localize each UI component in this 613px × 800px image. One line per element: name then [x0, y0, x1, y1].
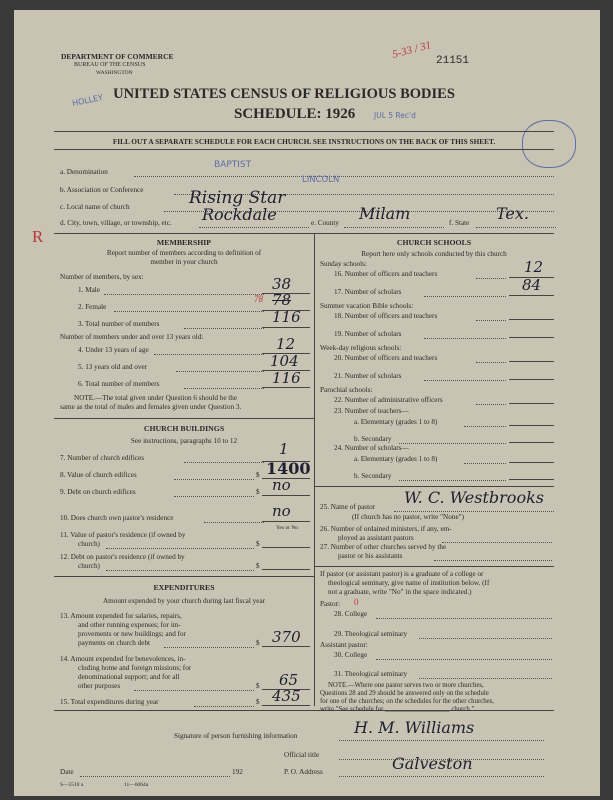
q1-value: 38	[272, 275, 292, 293]
census-schedule-page: DEPARTMENT OF COMMERCE BUREAU OF THE CENSUS WASHINGTON 5-33 / 31 21151 HOLLEY UNITED STATES CENSUS OF RELIGIOUS BODIES SCHEDULE: 1926 JUL 5 Rec'd FILL OUT A SEPARATE SCHEDULE FOR EACH CHURCH. SEE INSTRUCTIONS ON THE BACK OF THIS SHEET. a. Denomination BAPTIST b. Association or Conference LINCOLN c. Local name of church Rising Star R d. City, town, village, or township, etc. Rockdale e. County Milam f. State Tex. MEMBERSHIP Report number of members according to definition of member in your church Number of members, by sex: 1. Male 38 2. Female 78 78 3. Total number of members 116 Number of members under and over 13 years old: 4. Under 13 years of age 12 5. 13 years old and over 104 6. Total number of members 116 NOTE.—The total given under Question 6 should be the same as the total of males and females given under Question 3. CHURCH BUILDINGS See instructions, paragraphs 10 to 12 7. Number of church edifices 1 8. Value of church edifices $ 1400 9. Debt on church edifices $ no 10. Does church own pastor's residence no Yes or No 11. Value of pastor's residence (if owned by church) $ 12. Debt on pastor's residence (if owned by church) $ EXPENDITURES Amount expended by your church during last fiscal year 13. Amount expended for salaries, repairs, and other running expenses; for im- provements or new buildings; and for payments on church debt $ 370 14. Amount expended for benevolences, in- cluding home and foreign missions; for denominational support; and for all other purposes $ 65 15. Total expenditures during year $ 435 CHURCH SCHOOLS Report here only schools conducted by this church Sunday schools: 16. Number of officers and teachers 12 17. Number of scholars 84 Summer vacation Bible schools: 18. Number of officers and teachers 19. Number of scholars Week-day religious schools: 20. Number of officers and teachers 21. Number of scholars Parochial schools: 22. Number of administrative officers 23. Number of teachers— a. Elementary (grades 1 to 8) b. Secondary 24. Number of scholars— a. Elementary (grades 1 to 8) b. Secondary 25. Name of pastor W. C. Westbrooks (If church has no pastor, write "None") 26. Number of ordained ministers, if any, em- ployed as assistant pastors 27. Number of other churches served by the pastor or his assistants If pastor (or assistant pastor) is a graduate of a college or theological seminary, give name of institution below. (If not a graduate, write "No" in the space indicated.) Pastor: 0 28. College 29. Theological seminary Assistant pastor: 30. College 31. Theological seminary NOTE.—Where one pastor serves two or more churches, Questions 28 and 29 should be answered only on the schedule for one of the churches; on the schedules for the other churches, write "See schedule for ___________________ church." Signature of person furnishing information H. M. Williams Official title Date 192 P. O. Address Galveston S—5518 a 11—6064a	[14, 10, 600, 796]
q5-label: 5. 13 years old and over	[78, 363, 148, 371]
q26-label-1: 26. Number of ordained ministers, if any, em-	[320, 525, 452, 533]
q21-label: 21. Number of scholars	[334, 372, 402, 380]
q3-value: 116	[272, 308, 301, 326]
signature-label: Signature of person furnishing information	[174, 732, 298, 740]
pastor-note-1: NOTE.—Where one pastor serves two or more churches,	[328, 682, 484, 689]
q18-label: 18. Number of officers and teachers	[334, 312, 438, 320]
q8-value: 1400	[266, 459, 311, 478]
city-value: Rockdale	[202, 205, 277, 224]
expenditures-heading: EXPENDITURES	[153, 583, 215, 592]
q2-red-value: 78	[254, 294, 263, 304]
form-code: S—5518 a	[60, 782, 84, 788]
q17-label: 17. Number of scholars	[334, 288, 402, 296]
red-note: 5-33 / 31	[390, 39, 433, 61]
members-by-sex: Number of members, by sex:	[60, 273, 144, 281]
signature-value: H. M. Williams	[354, 718, 475, 737]
county-label: e. County	[311, 219, 339, 227]
q22-label: 22. Number of administrative officers	[334, 396, 443, 404]
membership-intro-1: Report number of members according to definition of	[106, 249, 262, 257]
q3-label: 3. Total number of members	[78, 320, 160, 328]
q16-value: 12	[524, 258, 544, 276]
q24-label: 24. Number of scholars—	[334, 444, 409, 452]
bureau-name: BUREAU OF THE CENSUS	[74, 62, 146, 68]
q15-label: 15. Total expenditures during year	[60, 698, 159, 706]
association-label: b. Association or Conference	[60, 186, 144, 194]
buildings-heading: CHURCH BUILDINGS	[143, 424, 225, 433]
schedule-number: 21151	[436, 55, 470, 67]
print-code: 11—6064a	[124, 782, 149, 788]
sunday-schools: Sunday schools:	[320, 260, 367, 268]
q25-label: 25. Name of pastor	[320, 503, 376, 511]
q23b-label: b. Secondary	[354, 435, 392, 443]
q9-value: no	[272, 476, 291, 494]
received-stamp: JUL 5 Rec'd	[374, 111, 416, 120]
county-value: Milam	[359, 204, 411, 223]
q8-label: 8. Value of church edifices	[60, 471, 137, 479]
official-title-label: Official title	[284, 751, 320, 759]
q6-value: 116	[272, 369, 301, 387]
membership-heading: MEMBERSHIP	[156, 238, 212, 247]
q11-label-1: 11. Value of pastor's residence (if owned by	[60, 531, 186, 539]
q13-label-1: 13. Amount expended for salaries, repairs,	[60, 612, 182, 620]
pastor-red-mark: 0	[354, 597, 359, 607]
membership-note-2: same as the total of males and females given under Question 3.	[60, 403, 242, 411]
yes-no-caption: Yes or No	[276, 525, 299, 531]
q1-label: 1. Male	[78, 286, 100, 294]
membership-intro-2: member in your church	[150, 258, 218, 266]
q13-label-2: and other running expenses; for im-	[78, 621, 181, 629]
q4-label: 4. Under 13 years of age	[78, 346, 149, 354]
pastor-note-2: Questions 28 and 29 should be answered only on the schedule	[320, 690, 489, 697]
denomination-label: a. Denomination	[60, 168, 108, 176]
q25-note: (If church has no pastor, write "None")	[352, 513, 464, 521]
date-year: 192	[232, 768, 243, 776]
schools-intro: Report here only schools conducted by this church	[361, 250, 507, 258]
schedule-year: SCHEDULE: 1926	[234, 106, 356, 122]
grad-note-1: If pastor (or assistant pastor) is a graduate of a college or	[320, 570, 484, 578]
denomination-value: BAPTIST	[214, 160, 252, 170]
q14-value: 65	[279, 671, 299, 689]
state-label: f. State	[449, 219, 470, 227]
q7-label: 7. Number of church edifices	[60, 454, 145, 462]
q7-value: 1	[279, 440, 289, 458]
q19-label: 19. Number of scholars	[334, 330, 402, 338]
q4-value: 12	[276, 335, 296, 353]
summer-schools: Summer vacation Bible schools:	[320, 302, 414, 310]
q14-label-3: denominational support; and for all	[78, 673, 180, 681]
buildings-intro: See instructions, paragraphs 10 to 12	[130, 437, 238, 445]
q13-label-3: provements or new buildings; and for	[78, 630, 186, 638]
schools-heading: CHURCH SCHOOLS	[396, 238, 472, 247]
q27-label-1: 27. Number of other churches served by the	[320, 543, 447, 551]
form-title: UNITED STATES CENSUS OF RELIGIOUS BODIES	[113, 86, 455, 102]
department-name: DEPARTMENT OF COMMERCE	[61, 52, 174, 61]
q30-label: 30. College	[334, 651, 368, 659]
q12-label-1: 12. Debt on pastor's residence (if owned by	[60, 553, 185, 561]
address-value: Galveston	[392, 754, 473, 773]
q23a-label: a. Elementary (grades 1 to 8)	[354, 418, 438, 426]
pastor-name-value: W. C. Westbrooks	[404, 488, 544, 507]
address-label: P. O. Address	[284, 768, 323, 776]
instruction-banner: FILL OUT A SEPARATE SCHEDULE FOR EACH CHURCH. SEE INSTRUCTIONS ON THE BACK OF THIS SHEET.	[112, 137, 496, 146]
city-label: d. City, town, village, or township, etc.	[60, 219, 172, 227]
membership-note-1: NOTE.—The total given under Question 6 should be the	[74, 394, 238, 402]
q27-label-2: pastor or his assistants	[338, 552, 403, 560]
church-name-label: c. Local name of church	[60, 203, 130, 211]
q12-label-2: church)	[78, 562, 100, 570]
assistant-subheading: Assistant pastor:	[320, 641, 368, 649]
church-name-value: Rising Star	[189, 188, 286, 208]
q29-label: 29. Theological seminary	[334, 630, 408, 638]
q14-label-4: other purposes	[78, 682, 121, 690]
pastor-note-3: for one of the churches; on the schedules for the other churches,	[320, 698, 495, 705]
q14-label-1: 14. Amount expended for benevolences, in-	[60, 655, 186, 663]
q11-label-2: church)	[78, 540, 100, 548]
q28-label: 28. College	[334, 610, 368, 618]
q24b-label: b. Secondary	[354, 472, 392, 480]
q17-value: 84	[522, 276, 542, 294]
red-mark: R	[32, 227, 44, 246]
state-value: Tex.	[496, 204, 530, 223]
association-value: LINCOLN	[302, 175, 340, 185]
q5-value: 104	[270, 352, 299, 370]
q2-value: 78	[272, 291, 292, 309]
weekday-schools: Week-day religious schools:	[320, 344, 402, 352]
q10-label: 10. Does church own pastor's residence	[60, 514, 174, 522]
q14-label-2: cluding home and foreign missions; for	[78, 664, 192, 672]
bureau-city: WASHINGTON	[96, 70, 133, 76]
q6-label: 6. Total number of members	[78, 380, 160, 388]
q2-label: 2. Female	[78, 303, 107, 311]
pastor-subheading: Pastor:	[320, 600, 340, 608]
q15-value: 435	[272, 687, 301, 705]
parochial-schools: Parochial schools:	[320, 386, 373, 394]
q16-label: 16. Number of officers and teachers	[334, 270, 438, 278]
q10-value: no	[272, 502, 291, 520]
grad-note-2: theological seminary, give name of institution below. (If	[328, 579, 490, 587]
q26-label-2: ployed as assistant pastors	[338, 534, 414, 542]
expenditures-intro: Amount expended by your church during last fiscal year	[102, 597, 266, 605]
pastor-note-4: write "See schedule for ___________________ church."	[320, 706, 475, 713]
q23-label: 23. Number of teachers—	[334, 407, 409, 415]
q13-value: 370	[272, 628, 301, 646]
q20-label: 20. Number of officers and teachers	[334, 354, 438, 362]
date-label: Date	[60, 768, 74, 776]
q31-label: 31. Theological seminary	[334, 670, 408, 678]
q9-label: 9. Debt on church edifices	[60, 488, 136, 496]
members-by-age: Number of members under and over 13 years old:	[60, 333, 204, 341]
q24a-label: a. Elementary (grades 1 to 8)	[354, 455, 438, 463]
grad-note-3: not a graduate, write "No" in the space indicated.)	[328, 588, 472, 596]
holley-stamp: HOLLEY	[71, 92, 104, 109]
q13-label-4: payments on church debt	[78, 639, 151, 647]
